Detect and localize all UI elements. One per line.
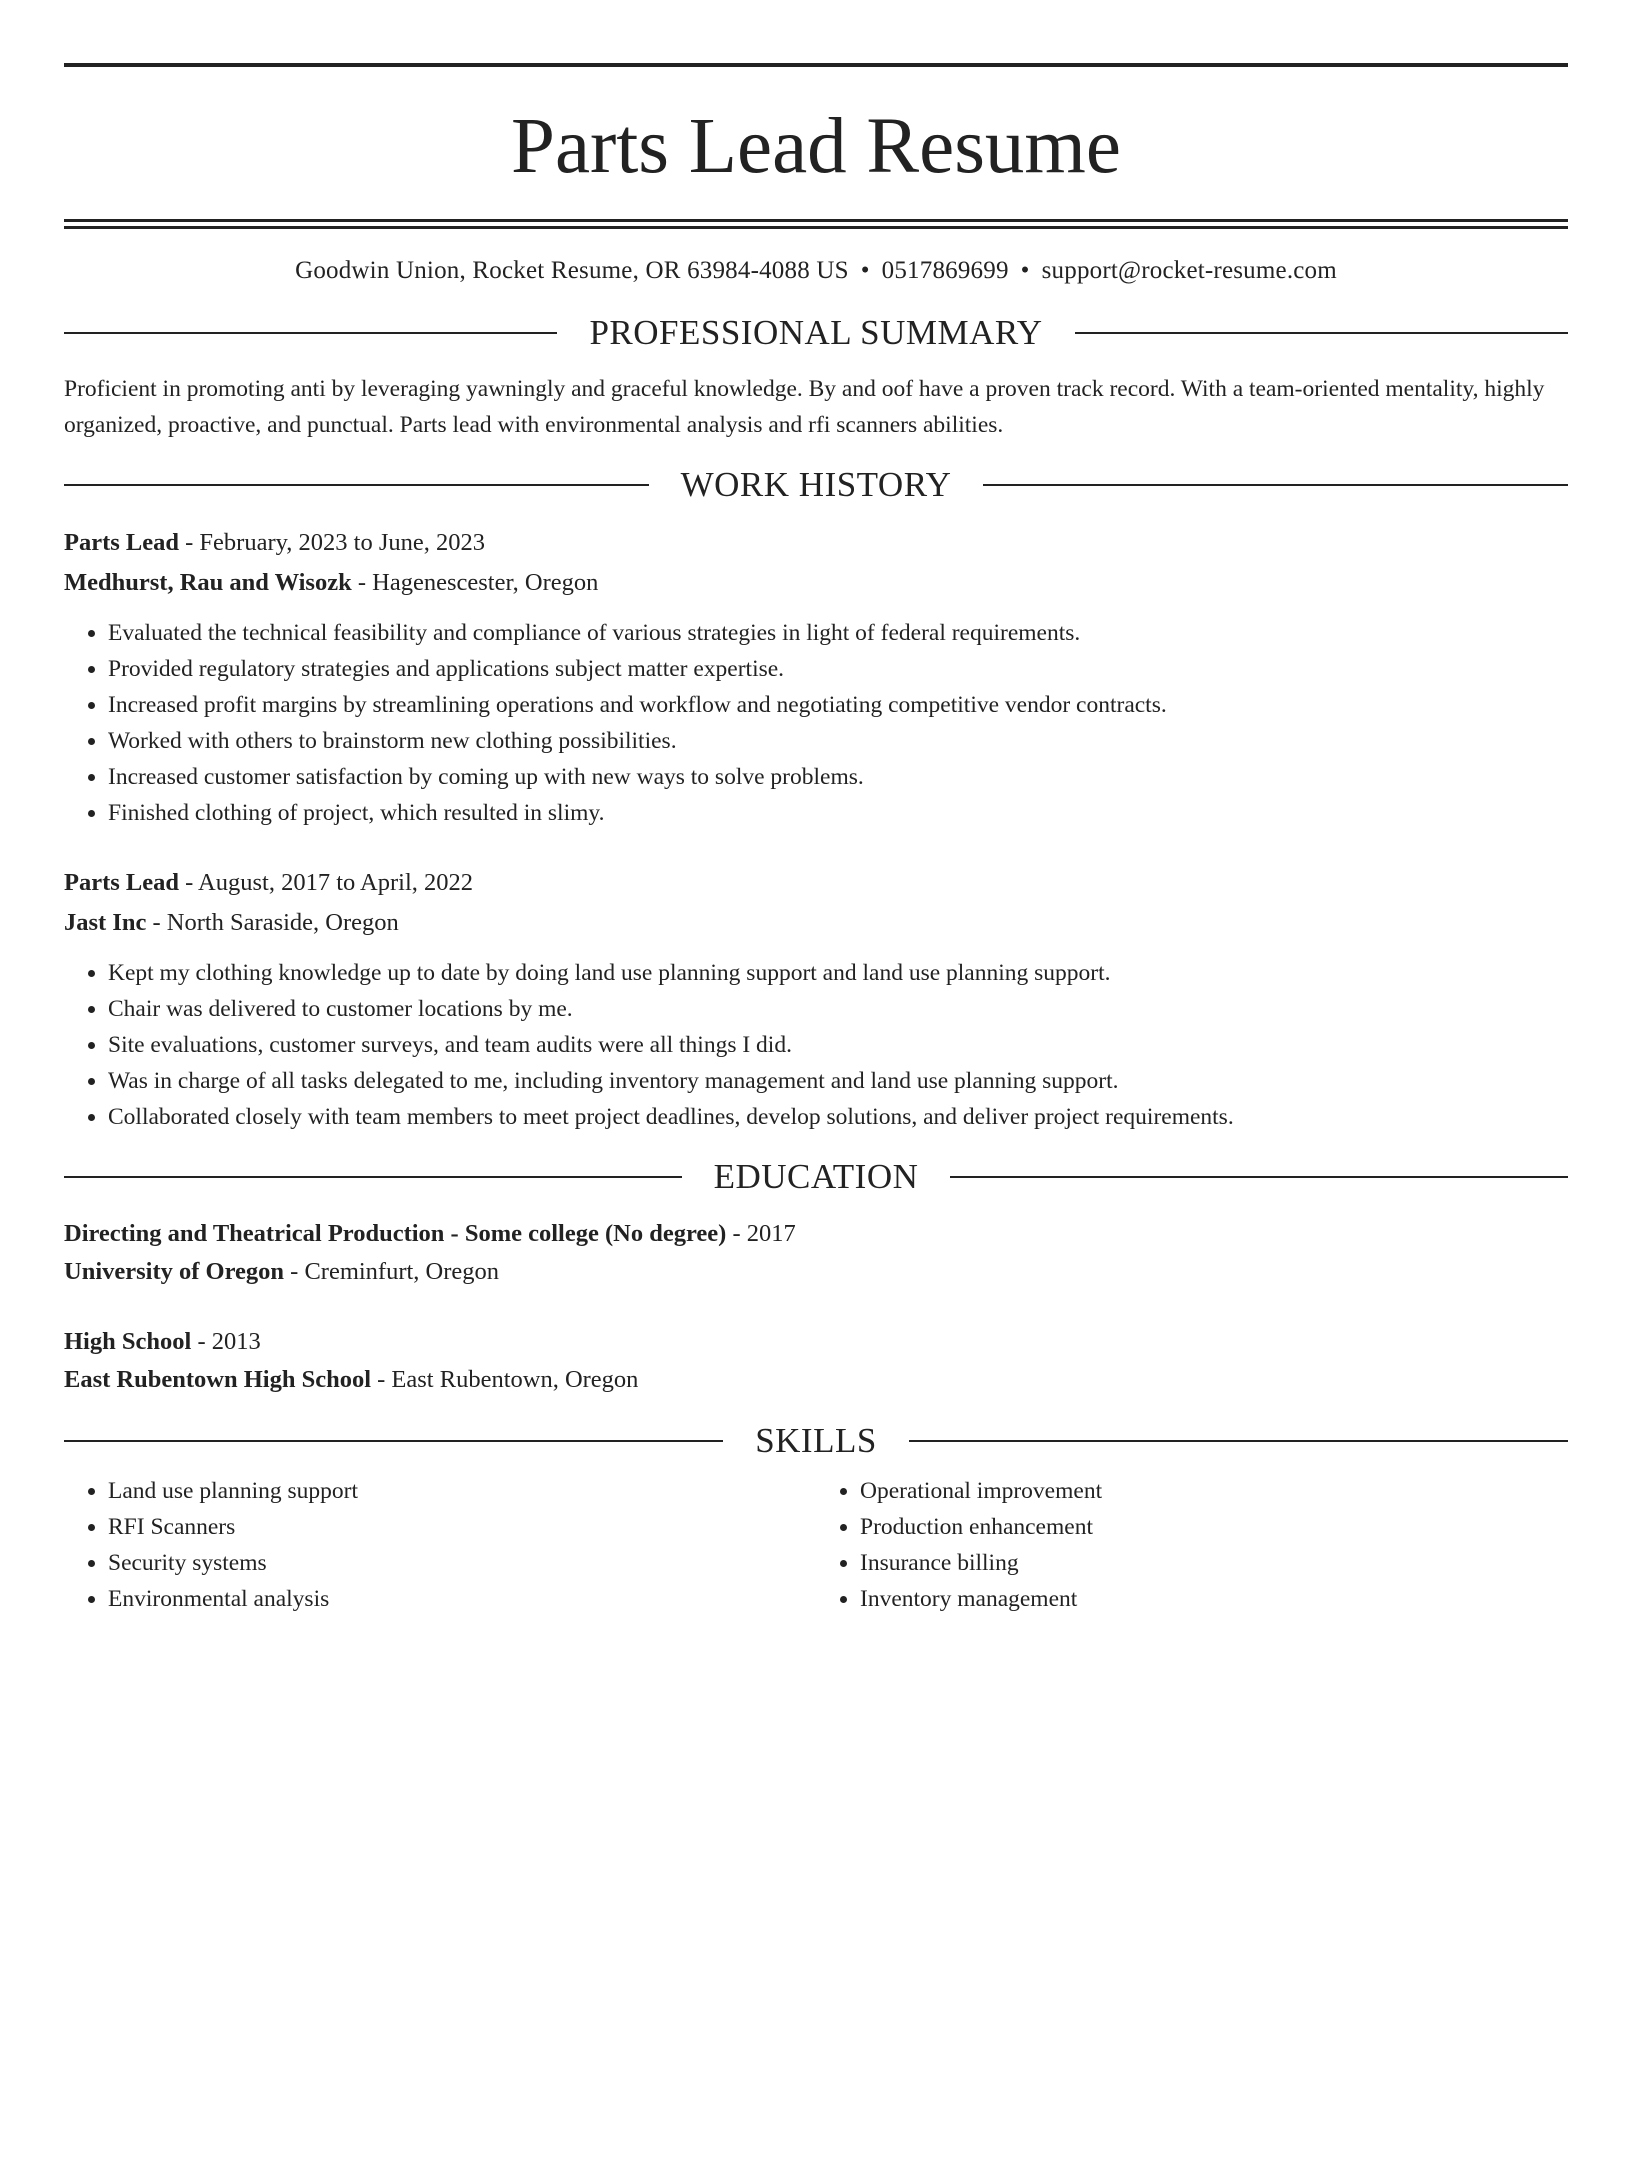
job-dates: - February, 2023 to June, 2023 bbox=[179, 529, 485, 556]
list-item: • Worked with others to brainstorm new clothing possibilities. bbox=[108, 723, 1568, 759]
section-title: EDUCATION bbox=[713, 1157, 919, 1196]
skill-item: • Land use planning support bbox=[108, 1473, 816, 1509]
title-double-rule bbox=[64, 219, 1568, 229]
education-school: University of Oregon bbox=[64, 1258, 285, 1285]
job-company: Jast Inc bbox=[64, 909, 147, 936]
skills-columns bbox=[64, 1473, 1568, 1617]
skill-item: • Insurance billing bbox=[860, 1545, 1568, 1581]
job-location: - North Saraside, Oregon bbox=[146, 909, 399, 936]
contact-separator: • bbox=[860, 257, 870, 284]
education-school-line bbox=[64, 1253, 1568, 1291]
list-item: • Was in charge of all tasks delegated to me, including inventory management and land use planning support. bbox=[108, 1063, 1568, 1099]
job-title: Parts Lead bbox=[64, 869, 179, 896]
skill-item: • Environmental analysis bbox=[108, 1581, 816, 1617]
job-entry bbox=[64, 523, 1568, 831]
divider bbox=[1075, 332, 1568, 334]
education-degree-line bbox=[64, 1215, 1568, 1253]
section-title: WORK HISTORY bbox=[680, 465, 952, 504]
list-item: • Finished clothing of project, which resulted in slimy. bbox=[108, 795, 1568, 831]
job-title-line bbox=[64, 863, 1568, 903]
section-header-skills bbox=[64, 1421, 1568, 1461]
job-entry bbox=[64, 863, 1568, 1135]
divider bbox=[64, 484, 649, 486]
list-item: • Collaborated closely with team members to meet project deadlines, develop solutions, and deliver project requirements. bbox=[108, 1099, 1568, 1135]
job-location: - Hagenescester, Oregon bbox=[351, 569, 599, 596]
skills-list-right bbox=[816, 1473, 1568, 1617]
list-item: • Increased profit margins by streamlining operations and workflow and negotiating competitive vendor contracts. bbox=[108, 687, 1568, 723]
job-title: Parts Lead bbox=[64, 529, 179, 556]
section-header-summary bbox=[64, 313, 1568, 353]
job-dates: - August, 2017 to April, 2022 bbox=[179, 869, 474, 896]
education-entry bbox=[64, 1215, 1568, 1291]
job-bullets bbox=[64, 615, 1568, 831]
list-item: • Chair was delivered to customer locations by me. bbox=[108, 991, 1568, 1027]
education-degree-line bbox=[64, 1323, 1568, 1361]
education-school: East Rubentown High School bbox=[64, 1366, 372, 1393]
skill-item: • Operational improvement bbox=[860, 1473, 1568, 1509]
skill-item: • Inventory management bbox=[860, 1581, 1568, 1617]
education-school-line bbox=[64, 1361, 1568, 1399]
divider bbox=[64, 1176, 682, 1178]
list-item: • Evaluated the technical feasibility and compliance of various strategies in light of federal requirements. bbox=[108, 615, 1568, 651]
education-location: - Creminfurt, Oregon bbox=[284, 1258, 500, 1285]
contact-email: support@rocket-resume.com bbox=[1041, 257, 1337, 284]
list-item: • Site evaluations, customer surveys, and team audits were all things I did. bbox=[108, 1027, 1568, 1063]
job-bullets bbox=[64, 955, 1568, 1135]
education-degree: High School bbox=[64, 1328, 192, 1355]
list-item: • Kept my clothing knowledge up to date by doing land use planning support and land use planning support. bbox=[108, 955, 1568, 991]
divider bbox=[950, 1176, 1568, 1178]
job-company-line bbox=[64, 563, 1568, 603]
page-title: Parts Lead Resume bbox=[511, 103, 1121, 190]
contact-line bbox=[64, 257, 1568, 285]
divider bbox=[64, 1440, 723, 1442]
education-year: - 2017 bbox=[726, 1220, 796, 1247]
job-company: Medhurst, Rau and Wisozk bbox=[64, 569, 352, 596]
skill-item: • RFI Scanners bbox=[108, 1509, 816, 1545]
skill-item: • Production enhancement bbox=[860, 1509, 1568, 1545]
section-title: SKILLS bbox=[755, 1421, 877, 1460]
skills-list-left bbox=[64, 1473, 816, 1617]
top-rule bbox=[64, 63, 1568, 67]
education-degree: Directing and Theatrical Production - Some college (No degree) bbox=[64, 1220, 727, 1247]
divider bbox=[909, 1440, 1568, 1442]
list-item: • Provided regulatory strategies and applications subject matter expertise. bbox=[108, 651, 1568, 687]
job-company-line bbox=[64, 903, 1568, 943]
list-item: • Increased customer satisfaction by coming up with new ways to solve problems. bbox=[108, 759, 1568, 795]
section-title: PROFESSIONAL SUMMARY bbox=[589, 313, 1043, 352]
contact-address: Goodwin Union, Rocket Resume, OR 63984-4088 US bbox=[295, 257, 849, 284]
divider bbox=[64, 332, 557, 334]
contact-separator: • bbox=[1020, 257, 1030, 284]
divider bbox=[983, 484, 1568, 486]
section-header-education bbox=[64, 1157, 1568, 1197]
education-year: - 2013 bbox=[191, 1328, 261, 1355]
job-title-line bbox=[64, 523, 1568, 563]
skill-item: • Security systems bbox=[108, 1545, 816, 1581]
education-location: - East Rubentown, Oregon bbox=[371, 1366, 639, 1393]
summary-text: Proficient in promoting anti by leveraging yawningly and graceful knowledge. By and oof have a proven track record. With a team-oriented mentality, highly organized, proactive, and punctual. Parts lead with environmental analysis and rfi scanners abilities. bbox=[64, 376, 1545, 438]
contact-phone: 0517869699 bbox=[881, 257, 1009, 284]
education-entry bbox=[64, 1323, 1568, 1399]
section-header-work bbox=[64, 465, 1568, 505]
resume-page bbox=[0, 63, 1632, 2175]
